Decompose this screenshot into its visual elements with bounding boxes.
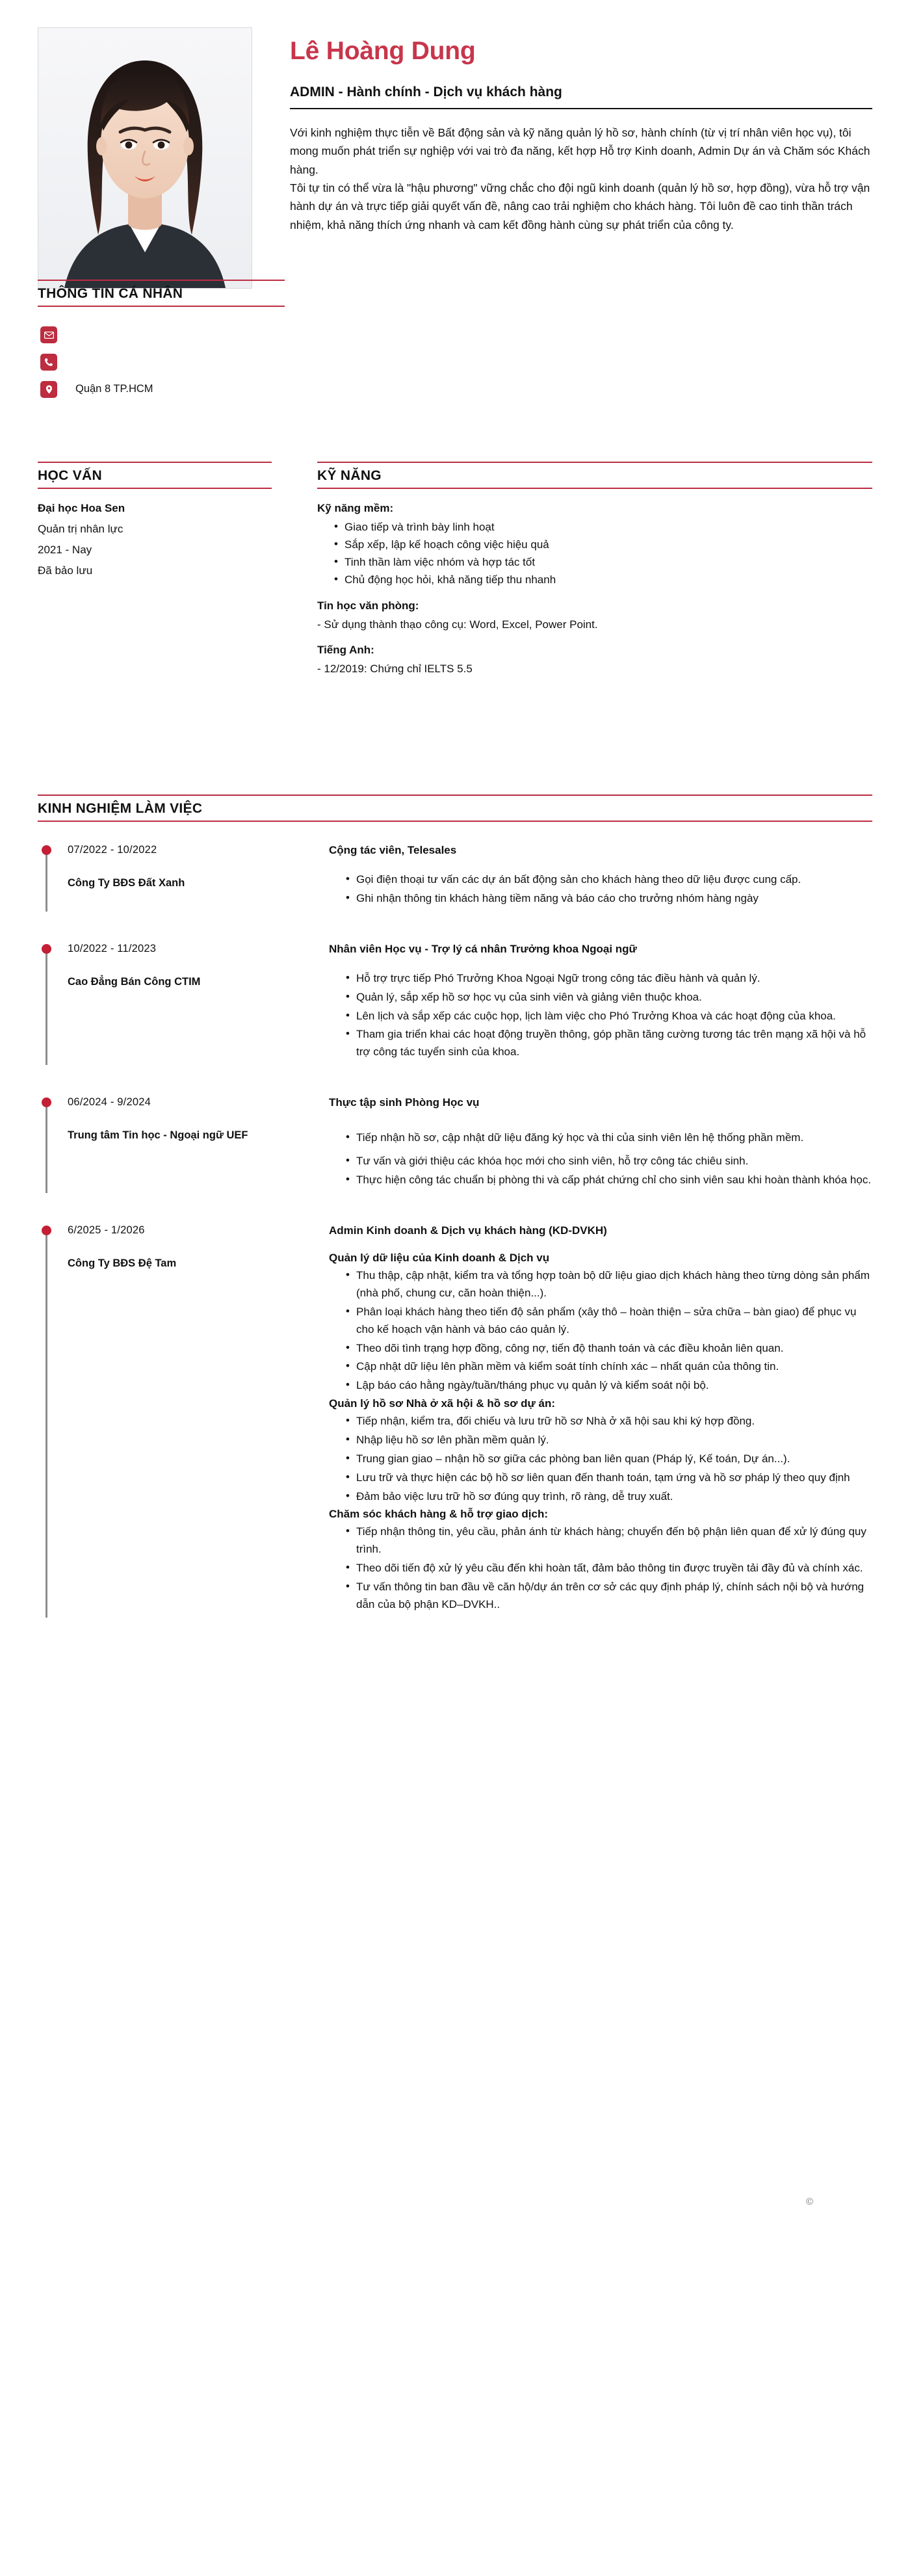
education-skills-row xyxy=(38,462,872,677)
heading-rule-bottom xyxy=(38,488,272,489)
experience-bullets xyxy=(329,1267,872,1395)
timeline-dot xyxy=(42,845,51,855)
timeline-rail xyxy=(46,1103,47,1193)
spacer xyxy=(38,1062,872,1096)
experience-title: Cộng tác viên, Telesales xyxy=(329,844,457,857)
list-item: • Tiếp nhận hồ sơ, cập nhật dữ liệu đăng ký học và thi của sinh viên lên hệ thống phần mềm. xyxy=(346,1124,872,1151)
section-title: THÔNG TIN CÁ NHÂN xyxy=(38,286,183,301)
list-item: • Quản lý, sắp xếp hồ sơ học vụ của sinh viên và giảng viên thuộc khoa. xyxy=(346,989,872,1006)
experience-subheading: Quản lý dữ liệu của Kinh doanh & Dịch vụ xyxy=(329,1252,550,1265)
email-icon xyxy=(40,326,57,343)
location-icon xyxy=(40,381,57,398)
list-item: • Gọi điện thoại tư vấn các dự án bất động sản cho khách hàng theo dữ liệu được cung cấp. xyxy=(346,871,872,889)
experience-title: Thực tập sinh Phòng Học vụ xyxy=(329,1096,480,1109)
list-item: • Ghi nhận thông tin khách hàng tiềm năng và báo cáo cho trưởng nhóm hàng ngày xyxy=(346,890,872,908)
heading-rule-bottom xyxy=(38,821,872,822)
experience-date: 06/2024 - 9/2024 xyxy=(68,1096,151,1109)
education-major: Quản trị nhân lực xyxy=(38,523,124,536)
experience-meta xyxy=(68,943,315,1062)
list-item: • Tiếp nhận thông tin, yêu cầu, phản ánh từ khách hàng; chuyển đến bộ phận liên quan để xử lý đúng quy trình. xyxy=(346,1523,872,1558)
list-item: • Tiếp nhận, kiểm tra, đối chiếu và lưu trữ hồ sơ Nhà ở xã hội sau khi ký hợp đồng. xyxy=(346,1413,872,1430)
personal-info-section xyxy=(38,280,285,403)
list-item: • Thực hiện công tác chuẩn bị phòng thi và cấp phát chứng chỉ cho sinh viên sau khi hoàn thành khóa học. xyxy=(346,1172,872,1189)
experience-date: 10/2022 - 11/2023 xyxy=(68,942,157,954)
timeline-dot xyxy=(42,1226,51,1235)
education-school: Đại học Hoa Sen xyxy=(38,502,125,515)
timeline-rail xyxy=(46,1231,47,1618)
timeline-rail xyxy=(46,850,47,912)
list-item: • Thu thập, cập nhật, kiểm tra và tổng hợp toàn bộ dữ liệu giao dịch khách hàng theo từng dòng sản phẩm (nhà phố, chung cư, căn hoàn thiện...). xyxy=(346,1267,872,1302)
list-item: • Tư vấn và giới thiệu các khóa học mới cho sinh viên, hỗ trợ công tác chiêu sinh. xyxy=(346,1153,872,1170)
experience-bullets xyxy=(329,1413,872,1505)
english-skills-line: - 12/2019: Chứng chỉ IELTS 5.5 xyxy=(317,662,473,675)
summary-paragraph-2: Tôi tự tin có thể vừa là "hậu phương" vững chắc cho đội ngũ kinh doanh (quản lý hồ sơ, hợp đồng), vừa hỗ trợ vận hành dự án và trực tiếp giải quyết vấn đề, nâng cao trải nghiệm cho khách hàng. Tôi luôn đề cao tinh thần trách nhiệm, khả năng thích ứng nhanh và cam kết đồng hành cùng sự phát triển của công ty. xyxy=(290,181,870,231)
experience-detail xyxy=(315,844,872,909)
portrait-illustration xyxy=(38,28,252,288)
experience-subheading: Quản lý hồ sơ Nhà ở xã hội & hồ sơ dự án: xyxy=(329,1397,555,1410)
experience-detail xyxy=(315,1224,872,1615)
soft-skills-list xyxy=(317,519,872,588)
skills-body xyxy=(317,502,872,677)
heading-rule-bottom xyxy=(317,488,872,489)
experience-item xyxy=(38,1096,872,1190)
office-skills-title: Tin học văn phòng: xyxy=(317,599,419,612)
experience-meta xyxy=(68,1096,315,1190)
summary-paragraph-1: Với kinh nghiệm thực tiễn về Bất động sản và kỹ năng quản lý hồ sơ, hành chính (từ vị trí nhân viên học vụ), tôi mong muốn phát triển sự nghiệp với vai trò đa năng, kết hợp Hỗ trợ Kinh doanh, Admin Dự án và Chăm sóc Khách hàng. xyxy=(290,126,870,176)
cv-header xyxy=(0,0,910,289)
education-status: Đã bảo lưu xyxy=(38,564,93,577)
list-item: • Chủ động học hỏi, khả năng tiếp thu nhanh xyxy=(334,572,872,589)
experience-item xyxy=(38,943,872,1062)
skills-heading xyxy=(317,462,872,489)
experience-company: Trung tâm Tin học - Ngoại ngữ UEF xyxy=(68,1129,248,1142)
page-title: Lê Hoàng Dung xyxy=(290,37,476,65)
education-heading xyxy=(38,462,272,489)
candidate-role: ADMIN - Hành chính - Dịch vụ khách hàng xyxy=(290,84,562,99)
experience-list xyxy=(38,844,872,1615)
list-item: • Lưu trữ và thực hiện các bộ hồ sơ liên quan đến thanh toán, tạm ứng và hồ sơ pháp lý theo quy định xyxy=(346,1469,872,1487)
heading-rule-bottom xyxy=(38,306,285,307)
list-item: • Hỗ trợ trực tiếp Phó Trưởng Khoa Ngoại Ngữ trong công tác điều hành và quản lý. xyxy=(346,970,872,988)
experience-date: 07/2022 - 10/2022 xyxy=(68,844,157,856)
section-title: KINH NGHIỆM LÀM VIỆC xyxy=(38,801,203,816)
experience-title: Admin Kinh doanh & Dịch vụ khách hàng (KD-DVKH) xyxy=(329,1224,607,1237)
contact-row-email xyxy=(38,321,285,348)
experience-bullets xyxy=(329,970,872,1061)
education-section xyxy=(38,462,272,677)
experience-section xyxy=(38,795,872,1615)
experience-subheading: Chăm sóc khách hàng & hỗ trợ giao dịch: xyxy=(329,1508,549,1521)
english-skills-title: Tiếng Anh: xyxy=(317,643,374,656)
section-title: KỸ NĂNG xyxy=(317,468,382,483)
experience-company: Công Ty BĐS Đệ Tam xyxy=(68,1257,177,1270)
list-item: • Trung gian giao – nhận hồ sơ giữa các phòng ban liên quan (Pháp lý, Kế toán, Dự án...). xyxy=(346,1451,872,1468)
list-item: • Nhập liệu hồ sơ lên phần mềm quản lý. xyxy=(346,1432,872,1449)
list-item: • Tham gia triển khai các hoạt động truyền thông, góp phần tăng cường tương tác trên mạng xã hội và hỗ trợ công tác tuyển sinh của khoa. xyxy=(346,1026,872,1061)
list-item: • Giao tiếp và trình bày linh hoạt xyxy=(334,519,872,536)
list-item: • Theo dõi tình trạng hợp đồng, công nợ, tiến độ thanh toán và các điều khoản liên quan. xyxy=(346,1340,872,1358)
experience-title: Nhân viên Học vụ - Trợ lý cá nhân Trưởng khoa Ngoại ngữ xyxy=(329,942,637,955)
personal-info-heading xyxy=(38,280,285,307)
office-skills-line: - Sử dụng thành thạo công cụ: Word, Excel, Power Point. xyxy=(317,618,598,631)
soft-skills-title: Kỹ năng mềm: xyxy=(317,502,394,515)
list-item: • Đảm bảo việc lưu trữ hồ sơ đúng quy trình, rõ ràng, dễ truy xuất. xyxy=(346,1488,872,1506)
section-title: HỌC VẤN xyxy=(38,468,102,483)
contact-row-location xyxy=(38,376,285,403)
list-item: • Tư vấn thông tin ban đầu về căn hộ/dự án trên cơ sở các quy định pháp lý, chính sách nội bộ và hướng dẫn của bộ phận KD–DVKH.. xyxy=(346,1579,872,1614)
experience-company: Cao Đẳng Bán Công CTIM xyxy=(68,975,201,988)
experience-date: 6/2025 - 1/2026 xyxy=(68,1224,145,1237)
experience-bullets xyxy=(329,1523,872,1613)
experience-item xyxy=(38,1224,872,1615)
contact-list xyxy=(38,321,285,403)
header-divider xyxy=(290,108,872,109)
profile-summary xyxy=(290,124,872,234)
experience-heading xyxy=(38,795,872,822)
spacer xyxy=(38,1190,872,1224)
list-item: • Sắp xếp, lập kế hoạch công việc hiệu quả xyxy=(334,536,872,554)
experience-meta xyxy=(68,844,315,909)
experience-meta xyxy=(68,1224,315,1615)
timeline-dot xyxy=(42,944,51,954)
skills-section xyxy=(317,462,872,677)
copyright-mark: © xyxy=(806,2196,814,2207)
list-item: • Theo dõi tiến độ xử lý yêu cầu đến khi hoàn tất, đảm bảo thông tin được truyền tải đầy đủ và chính xác. xyxy=(346,1560,872,1577)
candidate-photo xyxy=(38,27,252,289)
education-entry xyxy=(38,502,272,577)
education-period: 2021 - Nay xyxy=(38,544,92,557)
timeline-rail xyxy=(46,949,47,1065)
experience-bullets xyxy=(329,1124,872,1189)
header-text-block xyxy=(252,27,872,234)
list-item: • Phân loại khách hàng theo tiến độ sản phẩm (xây thô – hoàn thiện – sửa chữa – bàn giao) để phục vụ cho kế hoạch vận hành và báo cáo quản lý. xyxy=(346,1304,872,1339)
contact-row-phone xyxy=(38,348,285,376)
experience-detail xyxy=(315,1096,872,1190)
spacer xyxy=(38,909,872,943)
timeline-dot xyxy=(42,1097,51,1107)
location-value: Quận 8 TP.HCM xyxy=(75,383,153,395)
experience-detail xyxy=(315,943,872,1062)
list-item: • Tinh thần làm việc nhóm và hợp tác tốt xyxy=(334,554,872,572)
list-item: • Lên lịch và sắp xếp các cuộc họp, lịch làm việc cho Phó Trưởng Khoa và các hoạt động của khoa. xyxy=(346,1008,872,1025)
list-item: • Cập nhật dữ liệu lên phần mềm và kiểm soát tính chính xác – nhất quán của thông tin. xyxy=(346,1358,872,1376)
phone-icon xyxy=(40,354,57,371)
list-item: • Lập báo cáo hằng ngày/tuần/tháng phục vụ quản lý và kiểm soát nội bộ. xyxy=(346,1377,872,1395)
experience-bullets xyxy=(329,871,872,908)
experience-company: Công Ty BĐS Đất Xanh xyxy=(68,877,185,889)
experience-item xyxy=(38,844,872,909)
